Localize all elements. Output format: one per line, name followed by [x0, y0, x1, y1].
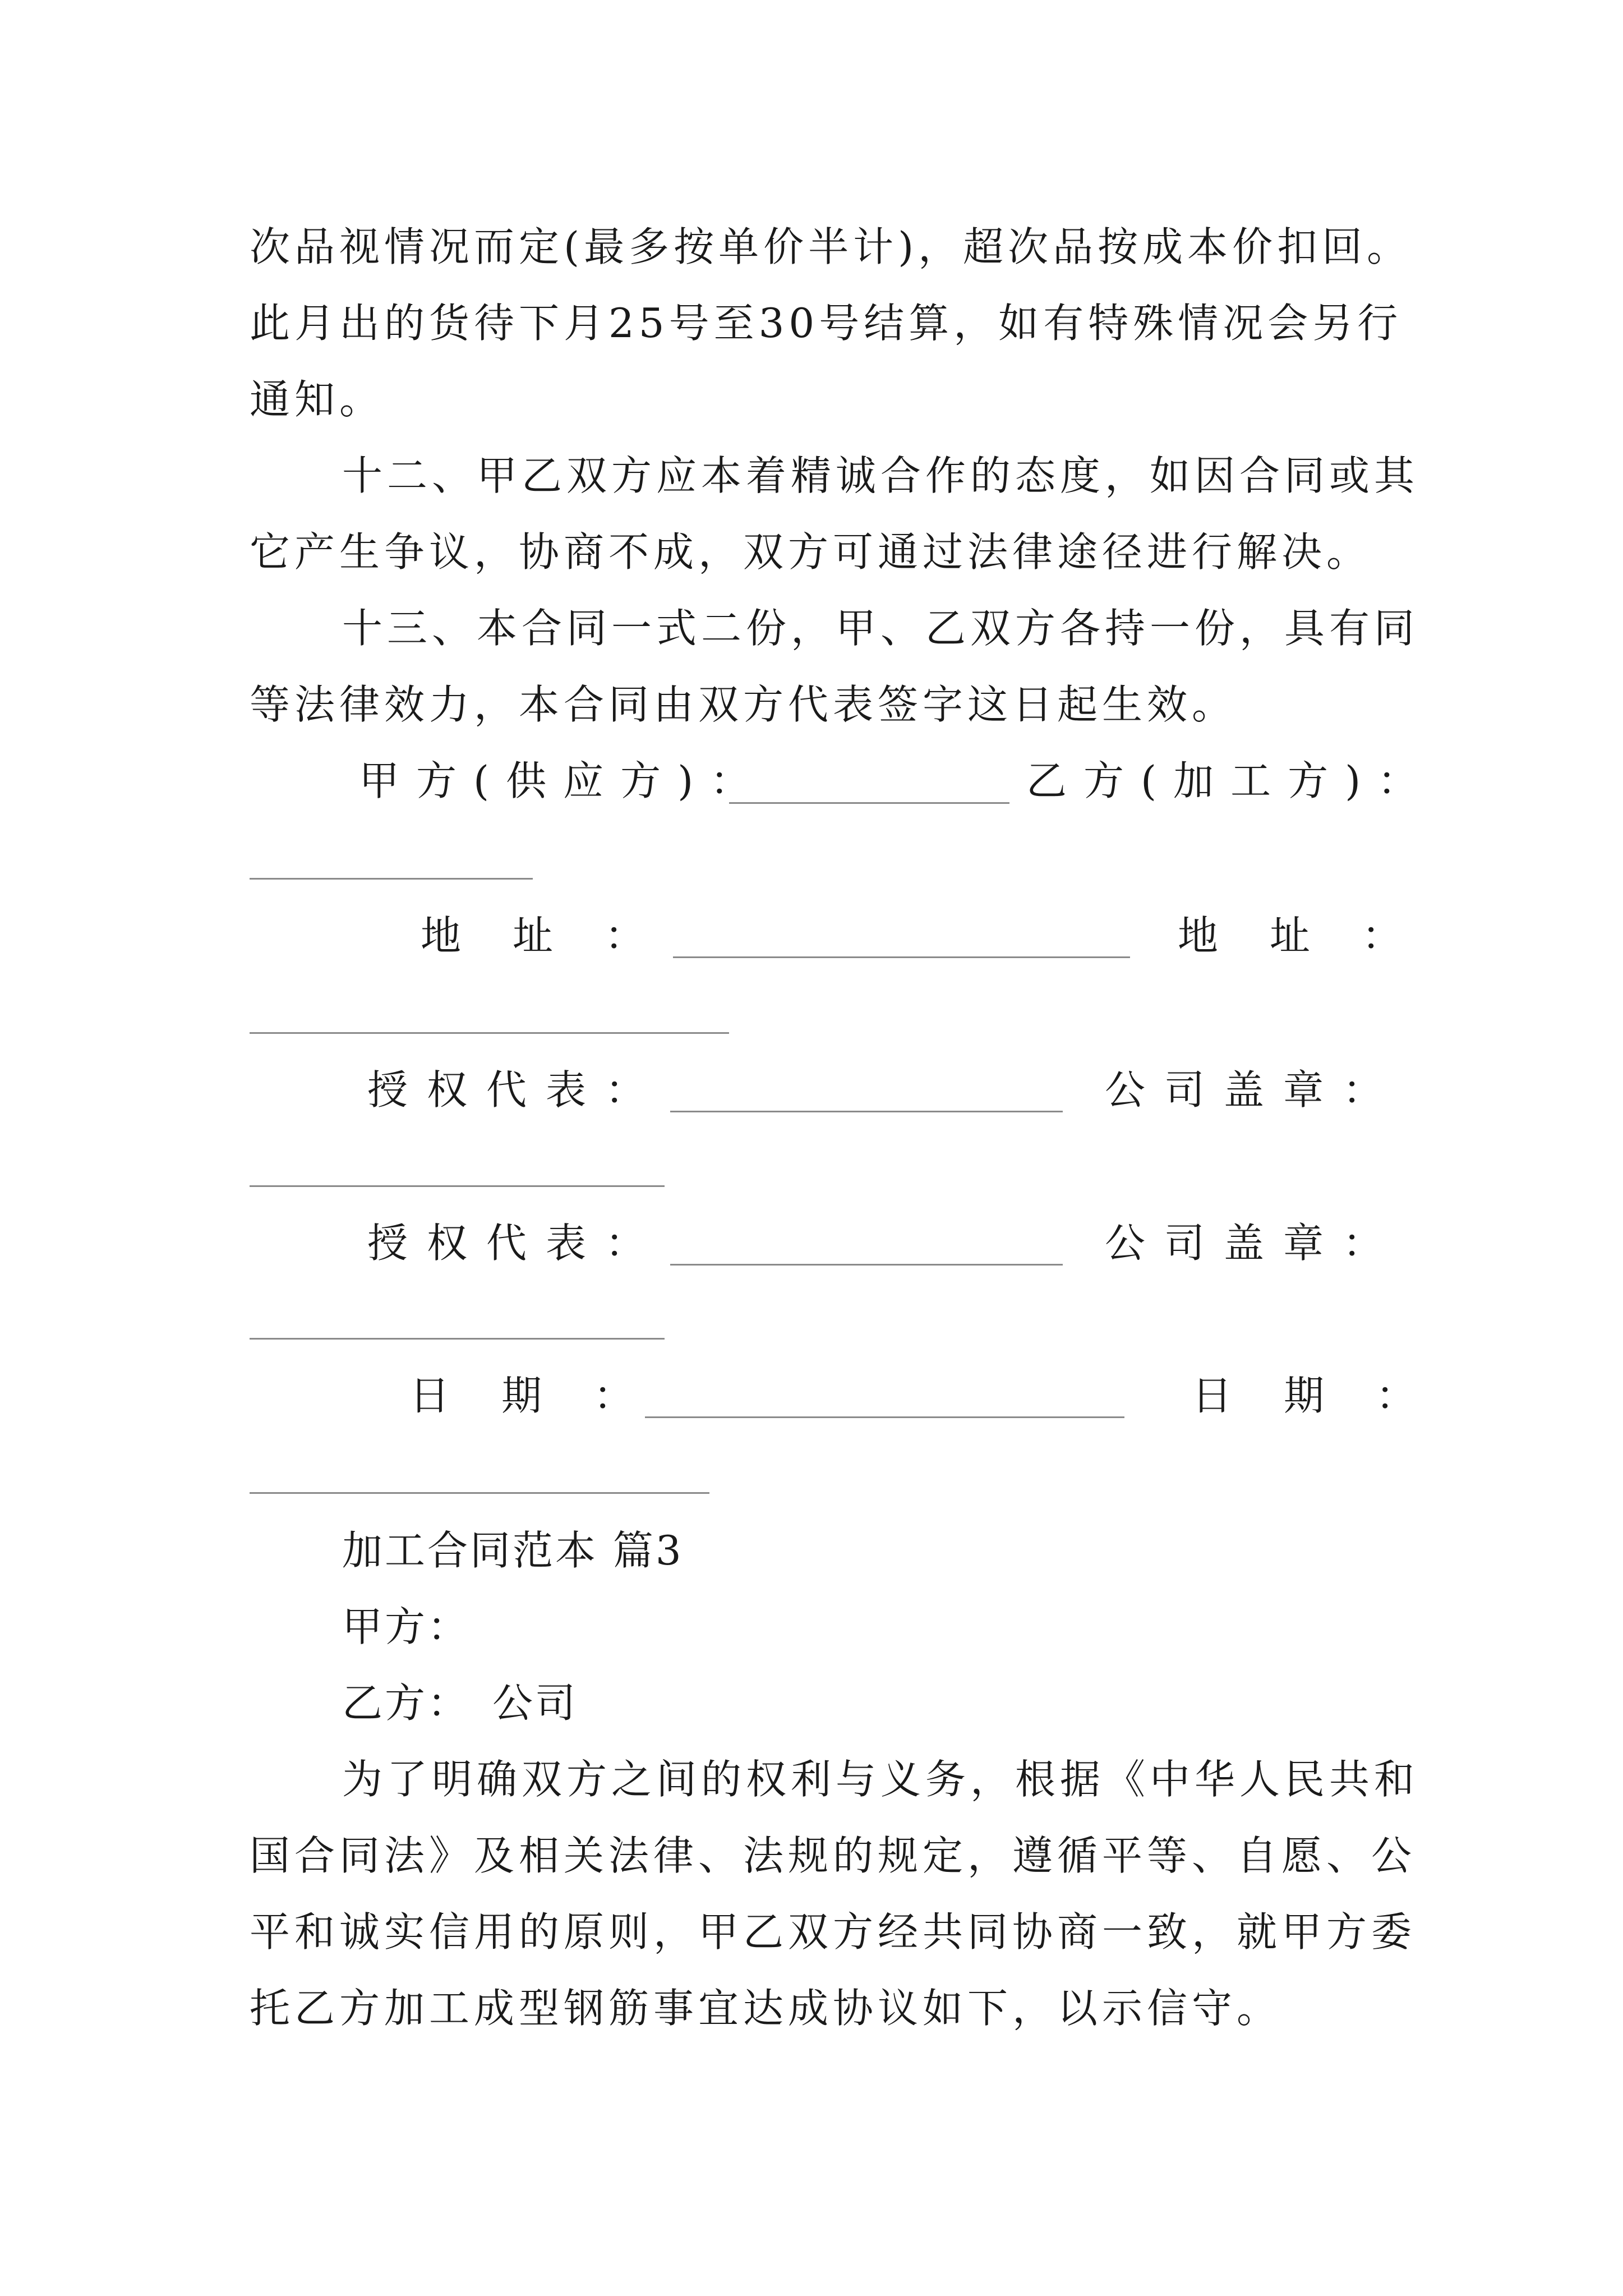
paragraph-line: 次品视情况而定(最多按单价半计)，超次品按成本价扣回。 [250, 223, 1412, 270]
address-b-label: 地 址 ： [1178, 912, 1408, 959]
representative-a-blank [670, 1264, 1063, 1266]
representative-a-label: 授权代表： [367, 1066, 665, 1114]
intro-line: 为了明确双方之间的权利与义务，根据《中华人民共和 [342, 1756, 1419, 1803]
clause-13-line: 十三、本合同一式二份，甲、乙双方各持一份，具有同 [342, 605, 1419, 652]
paragraph-line: 此月出的货待下月25号至30号结算，如有特殊情况会另行 [250, 300, 1403, 347]
section-heading: 加工合同范本 篇3 [342, 1527, 684, 1574]
seal-b-blank [250, 1185, 665, 1187]
paragraph-line: 通知。 [250, 376, 385, 423]
clause-12-line: 十二、甲乙双方应本着精诚合作的态度，如因合同或其 [342, 452, 1419, 499]
party-b-label: 乙方(加工方)： [1026, 757, 1435, 804]
address-a-blank [673, 956, 1130, 958]
party-a-field: 甲方： [342, 1603, 471, 1650]
intro-line: 国合同法》及相关法律、法规的规定，遵循平等、自愿、公 [250, 1832, 1417, 1879]
clause-13-line: 等法律效力，本合同由双方代表签字这日起生效。 [250, 681, 1237, 728]
address-b-blank [250, 1032, 729, 1034]
date-a-label: 日 期 ： [409, 1372, 640, 1419]
party-a-blank [729, 802, 1009, 804]
seal-b-label: 公司盖章： [1105, 1220, 1403, 1267]
representative-a-blank [670, 1111, 1063, 1112]
party-b-field: 乙方： 公司 [342, 1680, 578, 1727]
date-b-label: 日 期 ： [1192, 1372, 1422, 1419]
party-a-label: 甲方(供应方)： [359, 757, 768, 804]
date-b-blank [250, 1492, 709, 1494]
intro-line: 托乙方加工成型钢筋事宜达成协议如下，以示信守。 [250, 1985, 1282, 2032]
clause-12-line: 它产生争议，协商不成，双方可通过法律途径进行解决。 [250, 528, 1372, 576]
date-a-blank [645, 1416, 1124, 1418]
address-a-label: 地 址 ： [421, 912, 651, 959]
seal-b-label: 公司盖章： [1105, 1066, 1403, 1114]
seal-b-blank [250, 1338, 665, 1340]
representative-a-label: 授权代表： [367, 1220, 665, 1267]
intro-line: 平和诚实信用的原则，甲乙双方经共同协商一致，就甲方委 [250, 1908, 1417, 1955]
party-b-blank [250, 878, 533, 880]
